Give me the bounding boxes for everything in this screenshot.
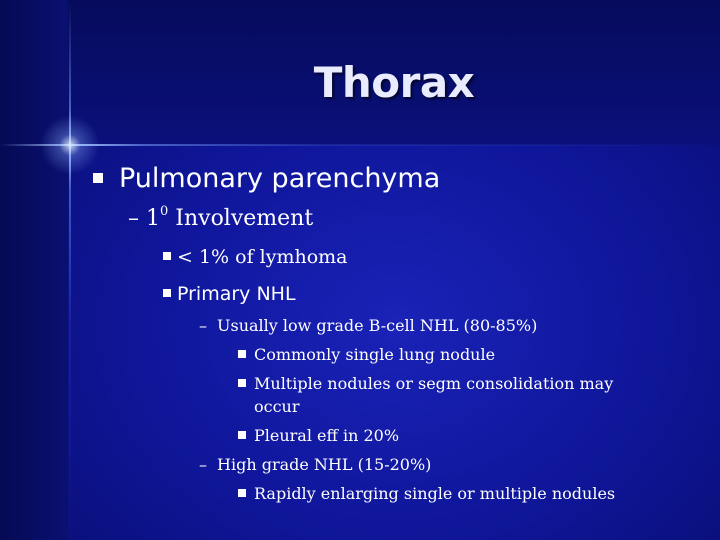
sub-bullet-involvement	[128, 204, 313, 231]
dash-marker: –	[199, 455, 207, 474]
dash-item-text: Usually low grade B-cell NHL (80-85%)	[217, 316, 538, 335]
bullet-text: Pleural eff in 20%	[254, 426, 400, 445]
bullet-text: Primary NHL	[177, 283, 296, 305]
left-band-decoration	[0, 0, 68, 540]
bullet-pleural-eff	[238, 426, 399, 445]
bullet-text: Pulmonary parenchyma	[119, 163, 441, 194]
bullet-continuation: occur	[254, 397, 300, 416]
square-bullet-icon	[93, 173, 103, 183]
bullet-pulmonary-parenchyma	[93, 163, 440, 194]
ordinal-base: 1	[146, 206, 160, 231]
bullet-multiple-nodules	[238, 374, 613, 393]
bullet-text: Rapidly enlarging single or multiple nodules	[254, 484, 616, 503]
ordinal-superscript: 0	[160, 204, 169, 219]
bullet-percent-lymphoma	[163, 246, 348, 268]
star-glow	[40, 115, 100, 175]
bullet-text: < 1% of lymhoma	[177, 246, 348, 268]
star-horizontal-flare	[0, 144, 720, 146]
slide-title: Thorax	[313, 58, 475, 107]
square-bullet-icon	[238, 431, 246, 439]
square-bullet-icon	[238, 489, 246, 497]
square-bullet-icon	[238, 350, 246, 358]
bullet-text: Commonly single lung nodule	[254, 345, 496, 364]
bullet-primary-nhl	[163, 283, 296, 305]
dash-marker: –	[199, 316, 207, 335]
square-bullet-icon	[163, 252, 171, 260]
dash-marker: –	[128, 206, 139, 231]
sub-bullet-text: Involvement	[168, 206, 314, 231]
square-bullet-icon	[238, 379, 246, 387]
square-bullet-icon	[163, 289, 171, 297]
bullet-single-lung-nodule	[238, 345, 495, 364]
dash-item-high-grade	[199, 455, 431, 474]
dash-item-text: High grade NHL (15-20%)	[217, 455, 432, 474]
bullet-rapidly-enlarging	[238, 484, 615, 503]
dash-item-low-grade	[199, 316, 537, 335]
bullet-text: Multiple nodules or segm consolidation may	[254, 374, 614, 393]
